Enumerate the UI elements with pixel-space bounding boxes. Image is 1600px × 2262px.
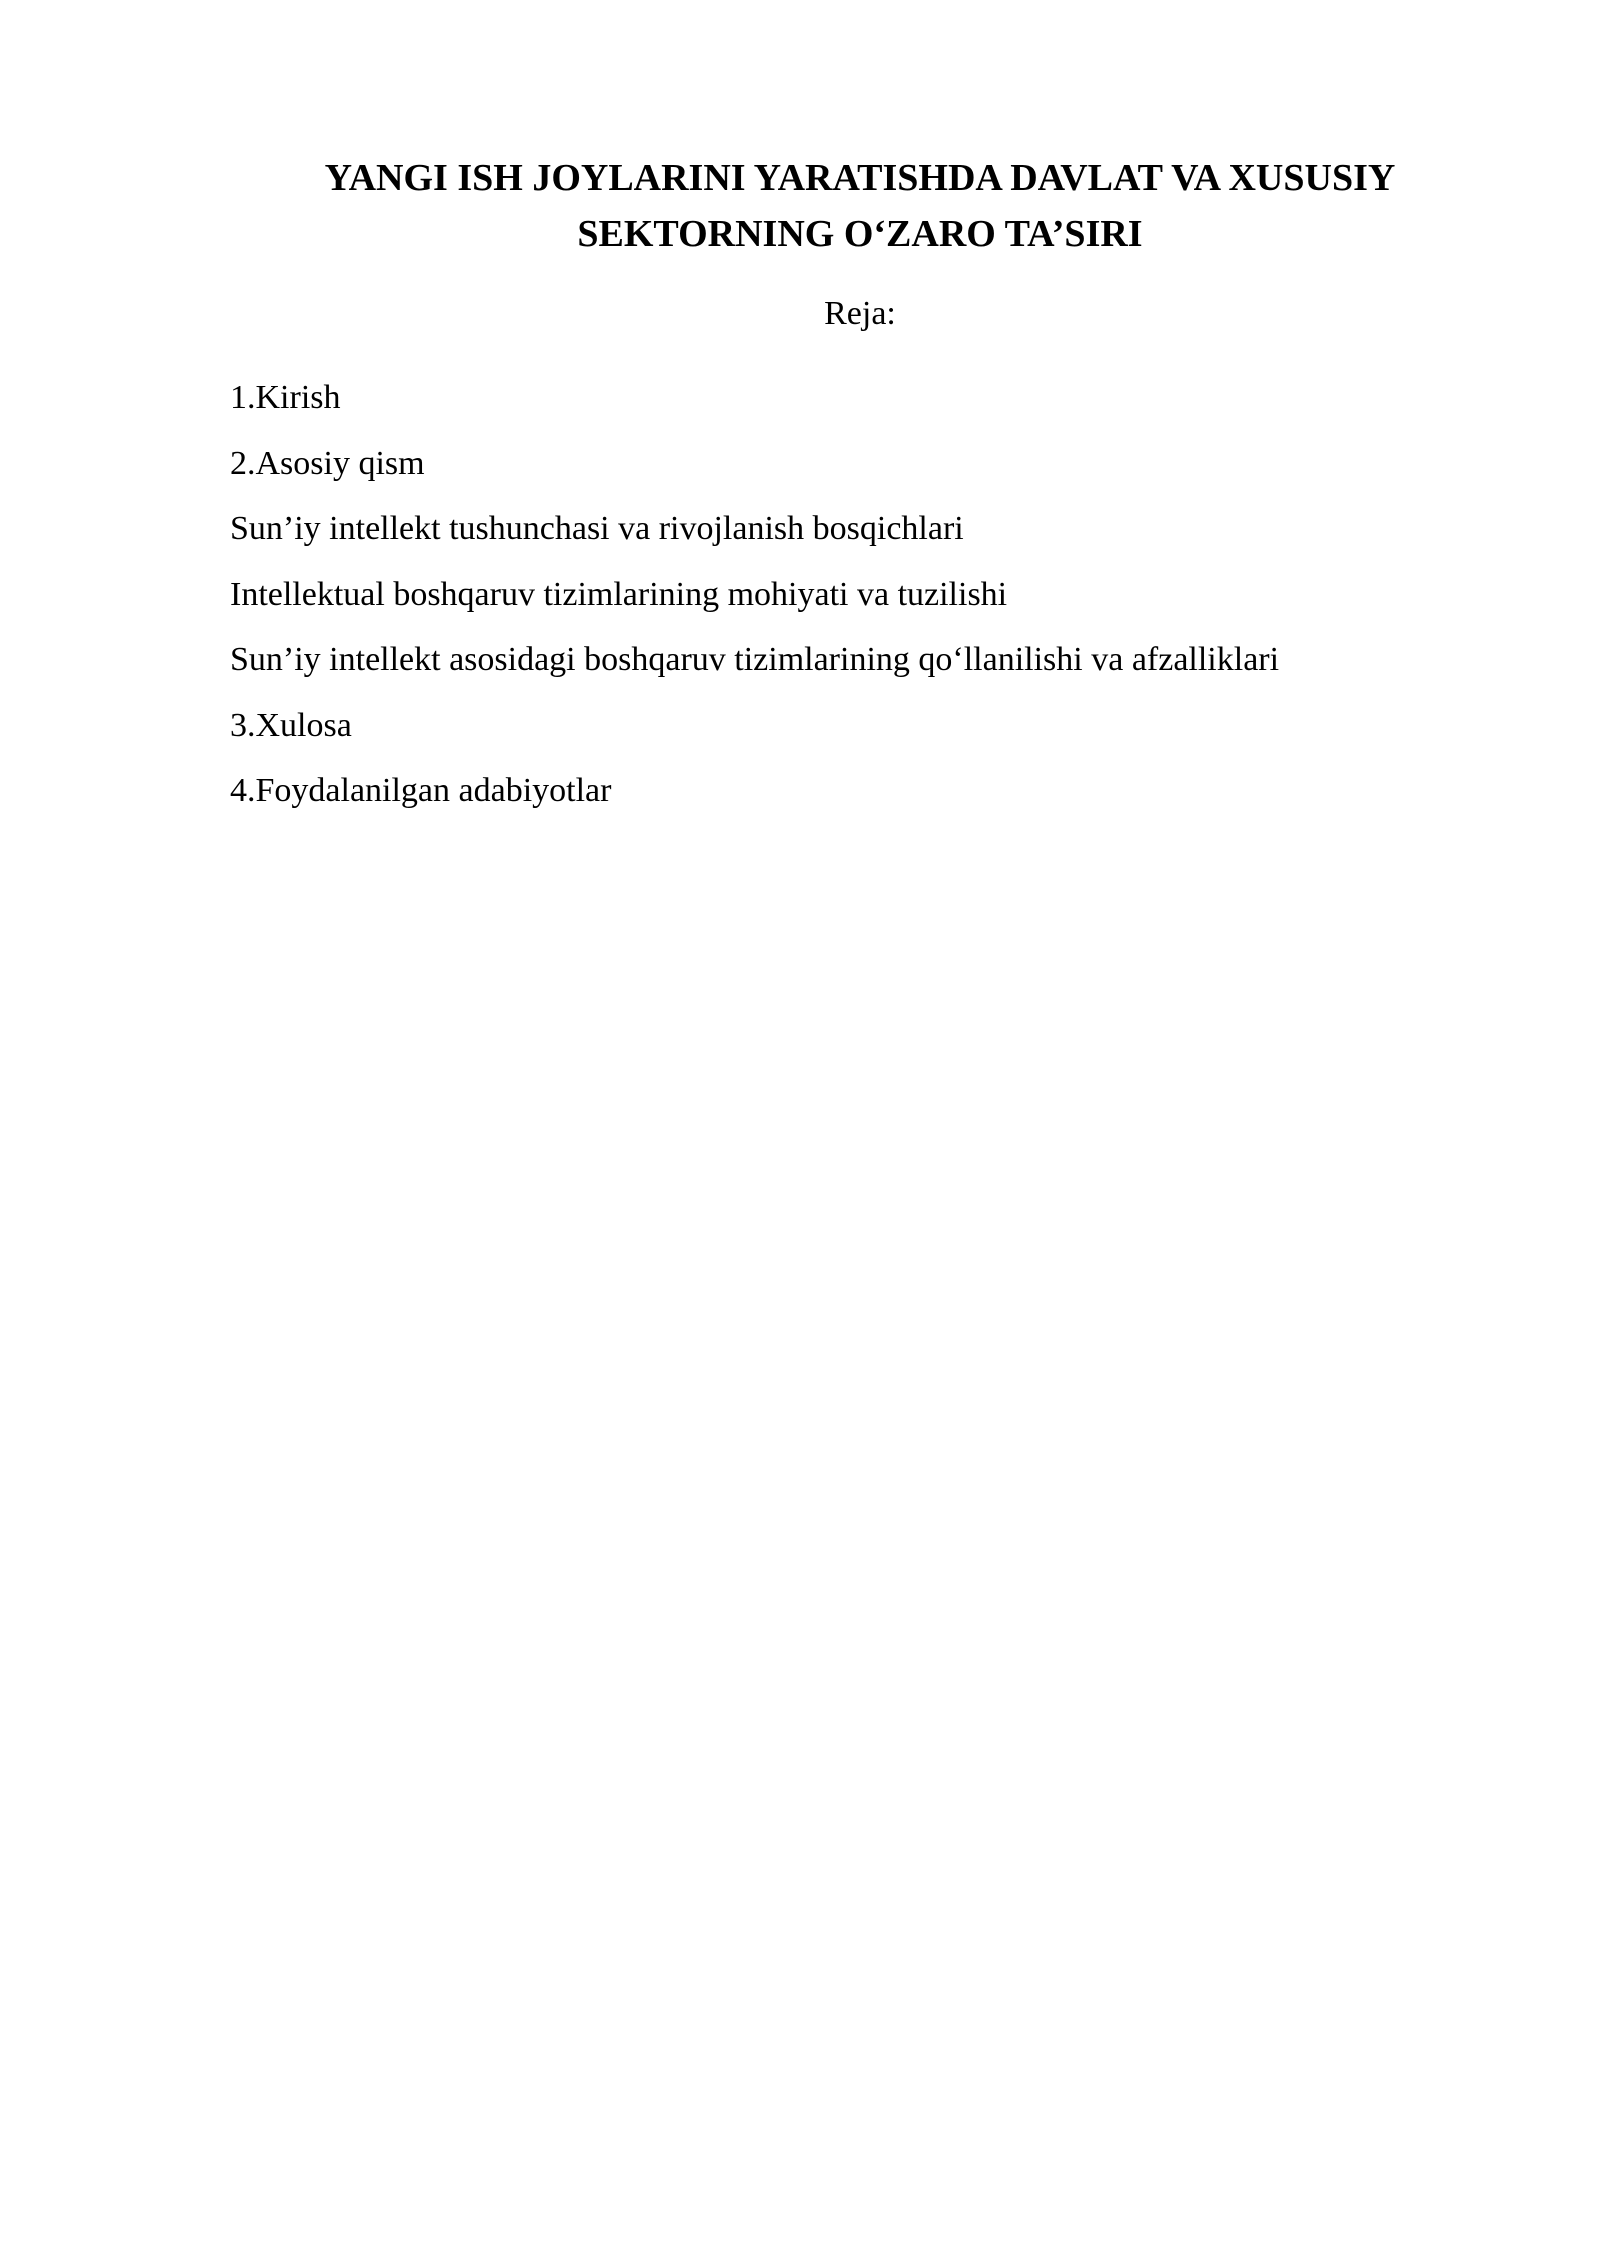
plan-item-conclusion: 3.Xulosa — [230, 706, 352, 744]
plan-list — [230, 365, 1490, 824]
document-title: YANGI ISH JOYLARINI YARATISHDA DAVLAT VA XUSUSIY SEKTORNING O‘ZARO TA’SIRI — [324, 157, 1396, 255]
plan-item-introduction: 1.Kirish — [230, 379, 341, 416]
plan-item-intelligent-systems: Intellektual boshqaruv tizimlarining mohiyati va tuzilishi — [230, 575, 1008, 613]
plan-item-ai-concept: Sun’iy intellekt tushunchasi va rivojlanish bosqichlari — [230, 510, 964, 547]
plan-heading: Reja: — [824, 295, 896, 332]
plan-item-ai-applications: Sun’iy intellekt asosidagi boshqaruv tizimlarining qo‘llanilishi va afzalliklari — [230, 641, 1280, 678]
plan-item-references: 4.Foydalanilgan adabiyotlar — [230, 772, 612, 809]
plan-item-main-part: 2.Asosiy qism — [230, 444, 425, 482]
